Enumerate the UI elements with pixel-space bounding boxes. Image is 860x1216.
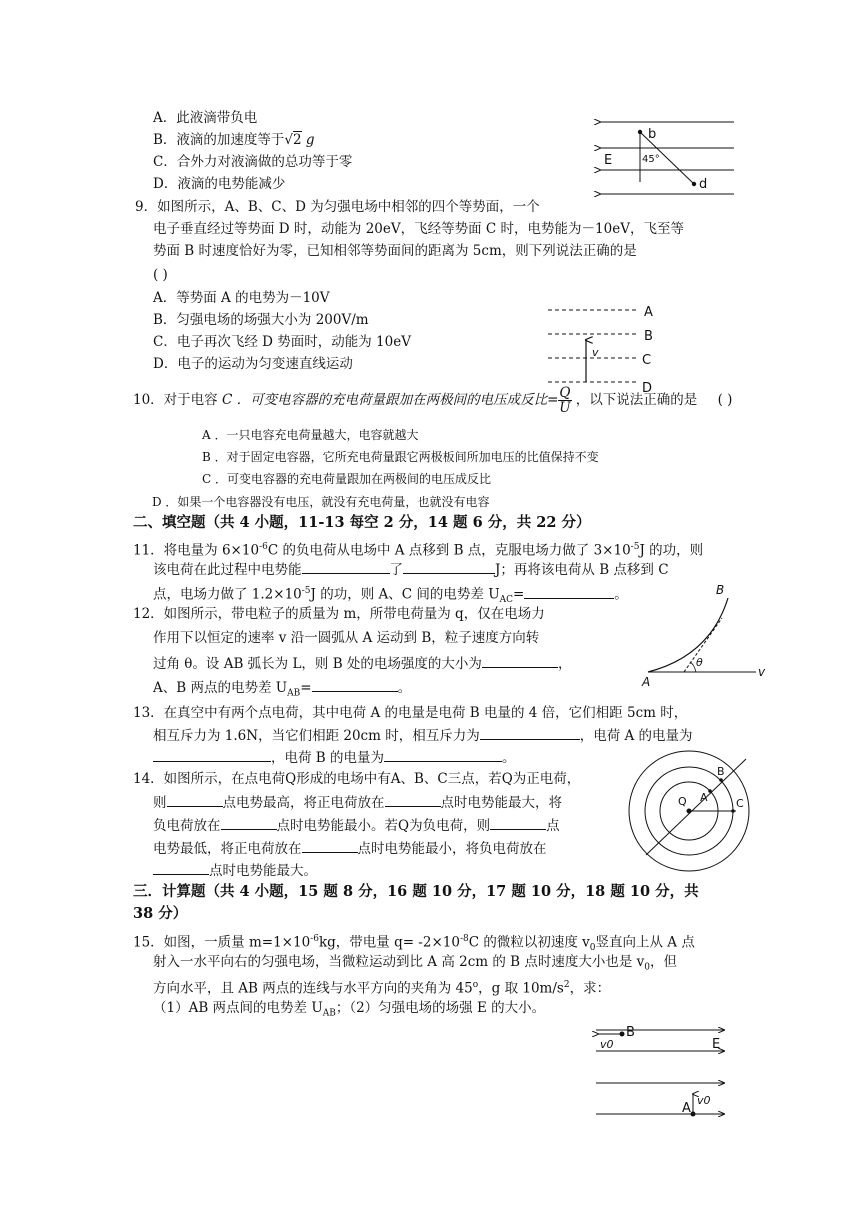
q9-figure: [546, 304, 676, 394]
q13-text: 。: [502, 750, 516, 766]
q11-line-3: [153, 583, 628, 608]
label-a: A: [644, 305, 653, 320]
q9-stem-line-3: 势面 B 时速度恰好为零，已知相邻等势面间的距离为 5cm，则下列说法正确的是: [153, 243, 637, 259]
subscript: AC: [499, 595, 513, 606]
label-q: Q: [678, 795, 687, 808]
q12-line-4: [153, 679, 411, 702]
q15-text: 方向水平，且 AB 两点的连线与水平方向的夹角为 45: [153, 980, 473, 997]
label-d: d: [699, 177, 708, 192]
label-e: E: [712, 1037, 721, 1052]
charge-q: [687, 809, 692, 814]
q8-option-c: C．合外力对液滴做的总功等于零: [153, 154, 353, 170]
q11-text: J 的功，则: [639, 542, 704, 559]
label-a: A: [682, 1101, 691, 1116]
q11-text: =: [512, 586, 525, 603]
q14-line-3: [153, 817, 560, 834]
q8-figure: [596, 112, 736, 202]
answer-blank[interactable]: [167, 794, 223, 807]
label-v0-b: v0: [600, 1038, 614, 1051]
section-3-heading-line-1: 三．计算题（共 4 小题，15 题 8 分，16 题 10 分，17 题 10 分，18 题 10 分，共: [133, 883, 699, 900]
answer-blank[interactable]: [153, 862, 209, 875]
q12-line-1: 12．如图所示，带电粒子的质量为 m，所带电荷量为 q，仅在电场力: [133, 606, 545, 622]
tangent-line: [684, 618, 722, 672]
label-a: A: [700, 791, 708, 804]
subscript: 0: [644, 962, 651, 973]
q10-option-b: B ．对于固定电容器，它所充电荷量跟它两极板间所加电压的比值保持不变: [202, 450, 599, 464]
q11-text: C 的负电荷从电场中 A 点移到 B 点，克服电场力做了 3×10: [267, 542, 631, 559]
q13-line-2: [153, 727, 693, 744]
point-a: [708, 789, 712, 793]
answer-blank[interactable]: [153, 749, 271, 762]
subscript: AB: [322, 1008, 336, 1019]
label-c: C: [736, 797, 744, 810]
q9-answer-paren: ( ): [153, 267, 168, 283]
q9-stem-line-1: 9．如图所示，A、B、C、D 为匀强电场中相邻的四个等势面，一个: [135, 199, 540, 215]
answer-blank[interactable]: [384, 749, 502, 762]
q12-line-3: [153, 655, 571, 672]
label-v0-a: v0: [697, 1094, 711, 1107]
exponent: -5: [630, 542, 640, 552]
q14-text: 负电荷放在: [153, 818, 221, 834]
q12-figure: [640, 583, 780, 689]
q8-option-a: A．此液滴带负电: [153, 110, 258, 126]
q15-text: ，g 取 10m/s: [478, 980, 564, 997]
q14-line-1: 14．如图所示，在点电荷Q形成的电场中有A、B、C三点，若Q为正电荷，: [133, 771, 581, 787]
q14-text: 点时电势能最小。若Q为负电荷，则: [276, 818, 491, 834]
answer-blank[interactable]: [480, 727, 580, 740]
exponent: -6: [259, 542, 268, 552]
label-angle: 45°: [642, 154, 660, 165]
q11-line-1: [133, 539, 703, 559]
q13-text: ，电荷 A 的电量为: [579, 728, 693, 744]
q11-text: 该电荷在此过程中电势能: [153, 562, 302, 578]
q8-option-b: [153, 132, 315, 148]
q-over-u-fraction: [558, 386, 571, 415]
answer-blank[interactable]: [302, 561, 390, 574]
q15-text: ；（2）匀强电场的场强 E 的大小。: [335, 1000, 546, 1016]
point-d: [692, 182, 696, 186]
q14-text: 点时电势能最大。: [209, 863, 317, 879]
q15-text: C 的微粒以初速度 v: [468, 934, 590, 951]
q13-text: ，电荷 B 的电量为: [271, 750, 385, 766]
q12-text: 过角 θ。设 AB 弧长为 L，则 B 处的电场强度的大小为: [153, 656, 482, 672]
label-b: B: [716, 583, 725, 597]
q14-text: 电势最低，将正电荷放在: [153, 841, 302, 857]
sqrt-symbol: √: [284, 132, 294, 148]
label-v: v: [758, 665, 766, 679]
q11-line-2: [153, 561, 669, 578]
point-b: [719, 778, 723, 782]
q15-text: ，但: [650, 954, 678, 970]
q10-option-c: C ．可变电容器的充电荷量跟加在两极间的电压成反比: [202, 472, 491, 486]
q15-text: 射入一水平向右的匀强电场，当微粒运动到比 A 高 2cm 的 B 点时速度大小也是 v: [153, 954, 645, 970]
label-c: C: [642, 353, 652, 368]
q9-option-c: C．电子再次飞经 D 势面时，动能为 10eV: [153, 334, 411, 350]
label-b: B: [717, 765, 725, 778]
subscript: AB: [287, 688, 301, 699]
q14-line-2: [153, 794, 562, 811]
q13-line-1: 13．在真空中有两个点电荷，其中电荷 A 的电量是电荷 B 电量的 4 倍，它们相距 5cm 时，: [133, 705, 688, 721]
label-b: B: [626, 1025, 635, 1040]
subscript: 0: [589, 943, 596, 954]
label-v: v: [592, 346, 599, 359]
q15-text: ，求：: [569, 980, 611, 997]
label-a: A: [642, 675, 651, 689]
q14-text: 则: [153, 795, 167, 811]
q14-text: 点电势最高，将正电荷放在: [222, 795, 385, 811]
q15-line-1: [133, 931, 695, 956]
q12-text: A、B 两点的电势差 U: [153, 680, 288, 696]
label-theta: θ: [696, 656, 703, 669]
q15-line-3: [153, 977, 610, 997]
q11-text: 。: [614, 586, 628, 603]
c-symbol: C ．可变电容器的充电荷量跟加在两极间的电压成反比: [221, 392, 548, 408]
exponent: -6: [310, 934, 319, 944]
q9-option-a: A．等势面 A 的电势为－10V: [153, 290, 330, 306]
q12-text: =: [300, 680, 312, 696]
point-b: [620, 1032, 625, 1037]
fraction-denominator: U: [559, 400, 571, 416]
q10-stem: 10．对于电容 C ．可变电容器的充电荷量跟加在两极间的电压成反比= $\frac{Q}{U}$ ，以下说法正确的是 ( ): [133, 385, 733, 416]
fraction-numerator: Q: [559, 385, 571, 401]
answer-blank[interactable]: [482, 655, 558, 668]
exponent: -5: [301, 586, 311, 596]
q9-option-b: B．匀强电场的场强大小为 200V/m: [153, 312, 369, 328]
answer-blank[interactable]: [221, 817, 277, 830]
q15-text: （1）AB 两点间的电势差 U: [153, 1000, 323, 1016]
q15-text: 竖直向上从 A 点: [595, 934, 695, 951]
answer-blank[interactable]: [385, 794, 441, 807]
superscript: o: [472, 980, 479, 990]
label-b: b: [648, 127, 657, 142]
point-b: [638, 130, 642, 134]
q14-figure: [626, 747, 756, 877]
q12-line-2: 作用下以恒定的速率 v 沿一圆弧从 A 运动到 B，粒子速度方向转: [153, 630, 540, 646]
q11-text: 11．将电量为 6×10: [133, 542, 260, 559]
section-3-heading-line-2: 38 分）: [133, 905, 188, 922]
q12-text: ，: [557, 656, 572, 672]
q15-text: kg，带电量 q= -2×10: [318, 934, 460, 951]
answer-blank[interactable]: [490, 817, 546, 830]
q12-text: 。: [397, 680, 412, 696]
answer-blank[interactable]: [312, 679, 398, 692]
point-c: [731, 809, 735, 813]
sqrt-value: 2: [293, 132, 302, 148]
q13-line-3: [153, 749, 516, 766]
q10-stem-pre: 10．对于电容: [133, 392, 218, 408]
q9-option-d: D．电子的运动为匀变速直线运动: [153, 356, 353, 372]
radial-line: [646, 759, 746, 855]
answer-blank[interactable]: [524, 586, 614, 599]
q11-text: 了: [389, 562, 403, 578]
q10-option-d: D ．如果一个电容器没有电压，就没有充电荷量，也就没有电容: [152, 495, 490, 509]
q10-option-a: A ．一只电容充电荷量越大，电容就越大: [202, 428, 419, 442]
q8-option-b-text: B．液滴的加速度等于: [153, 132, 285, 148]
g-symbol: g: [305, 132, 315, 148]
answer-blank[interactable]: [302, 840, 358, 853]
q14-line-5: [153, 862, 317, 879]
q14-text: 点: [546, 818, 560, 834]
exponent: -8: [459, 934, 469, 944]
q14-line-4: [153, 840, 547, 857]
q8-option-d: D．液滴的电势能减少: [153, 176, 286, 192]
q15-text: 15．如图，一质量 m=1×10: [133, 934, 311, 951]
q13-text: 相互斥力为 1.6N，当它们相距 20cm 时，相互斥力为: [153, 728, 480, 744]
q14-text: 点时电势能最小，将负电荷放在: [357, 841, 547, 857]
q14-text: 点时电势能最大，将: [440, 795, 562, 811]
q11-text: J；再将该电荷从 B 点移到 C: [495, 562, 669, 578]
label-d: D: [642, 381, 653, 396]
answer-blank[interactable]: [403, 561, 495, 574]
q11-text: 点，电场力做了 1.2×10: [153, 586, 302, 603]
section-2-heading: 二、填空题（共 4 小题，11-13 每空 2 分，14 题 6 分，共 22 分）: [133, 514, 591, 531]
q10-stem-post: ，以下说法正确的是: [575, 392, 698, 408]
label-b: B: [644, 329, 653, 344]
arc-ab: [648, 598, 728, 672]
q9-stem-line-2: 电子垂直经过等势面 D 时，动能为 20eV，飞经等势面 C 时，电势能为－10eV，飞至等: [153, 221, 684, 237]
q11-text: J 的功，则 A、C 间的电势差 U: [310, 586, 500, 603]
superscript: 2: [563, 980, 570, 990]
q15-figure: [594, 1022, 734, 1122]
q15-line-2: [153, 954, 677, 976]
label-e: E: [604, 153, 613, 168]
point-a: [691, 1112, 696, 1117]
q15-line-4: [153, 1000, 545, 1022]
q10-answer-paren: ( ): [717, 392, 733, 408]
